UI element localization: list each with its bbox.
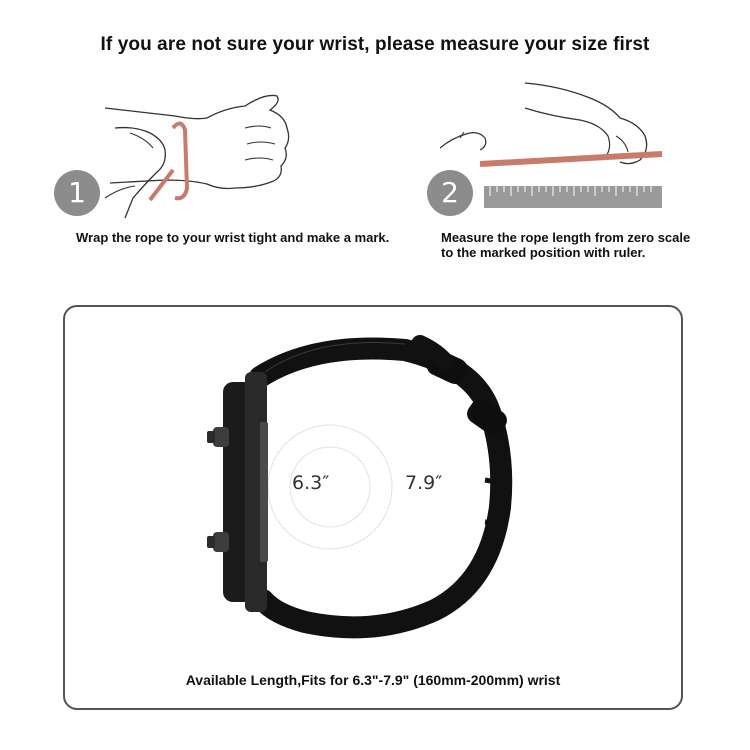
watch-with-strap-image (205, 332, 545, 652)
step-2-badge: 2 (427, 170, 473, 216)
step-2-instruction-line-2: to the marked position with ruler. (441, 245, 646, 260)
page-title: If you are not sure your wrist, please measure your size first (100, 34, 650, 55)
step-1-instruction: Wrap the rope to your wrist tight and make a mark. (76, 230, 390, 245)
step-2-instruction-line-1: Measure the rope length from zero scale (441, 230, 691, 245)
product-panel (63, 305, 683, 710)
step-1-badge: 1 (54, 170, 100, 216)
max-size-label: 7.9″ (405, 472, 443, 494)
rope-measure-illustration (440, 78, 670, 213)
min-size-label: 6.3″ (292, 472, 330, 494)
step-2-instruction (441, 230, 690, 260)
wrist-wrap-illustration (95, 88, 305, 223)
fit-range-caption: Available Length,Fits for 6.3"-7.9" (160mm-200mm) wrist (185, 672, 561, 688)
